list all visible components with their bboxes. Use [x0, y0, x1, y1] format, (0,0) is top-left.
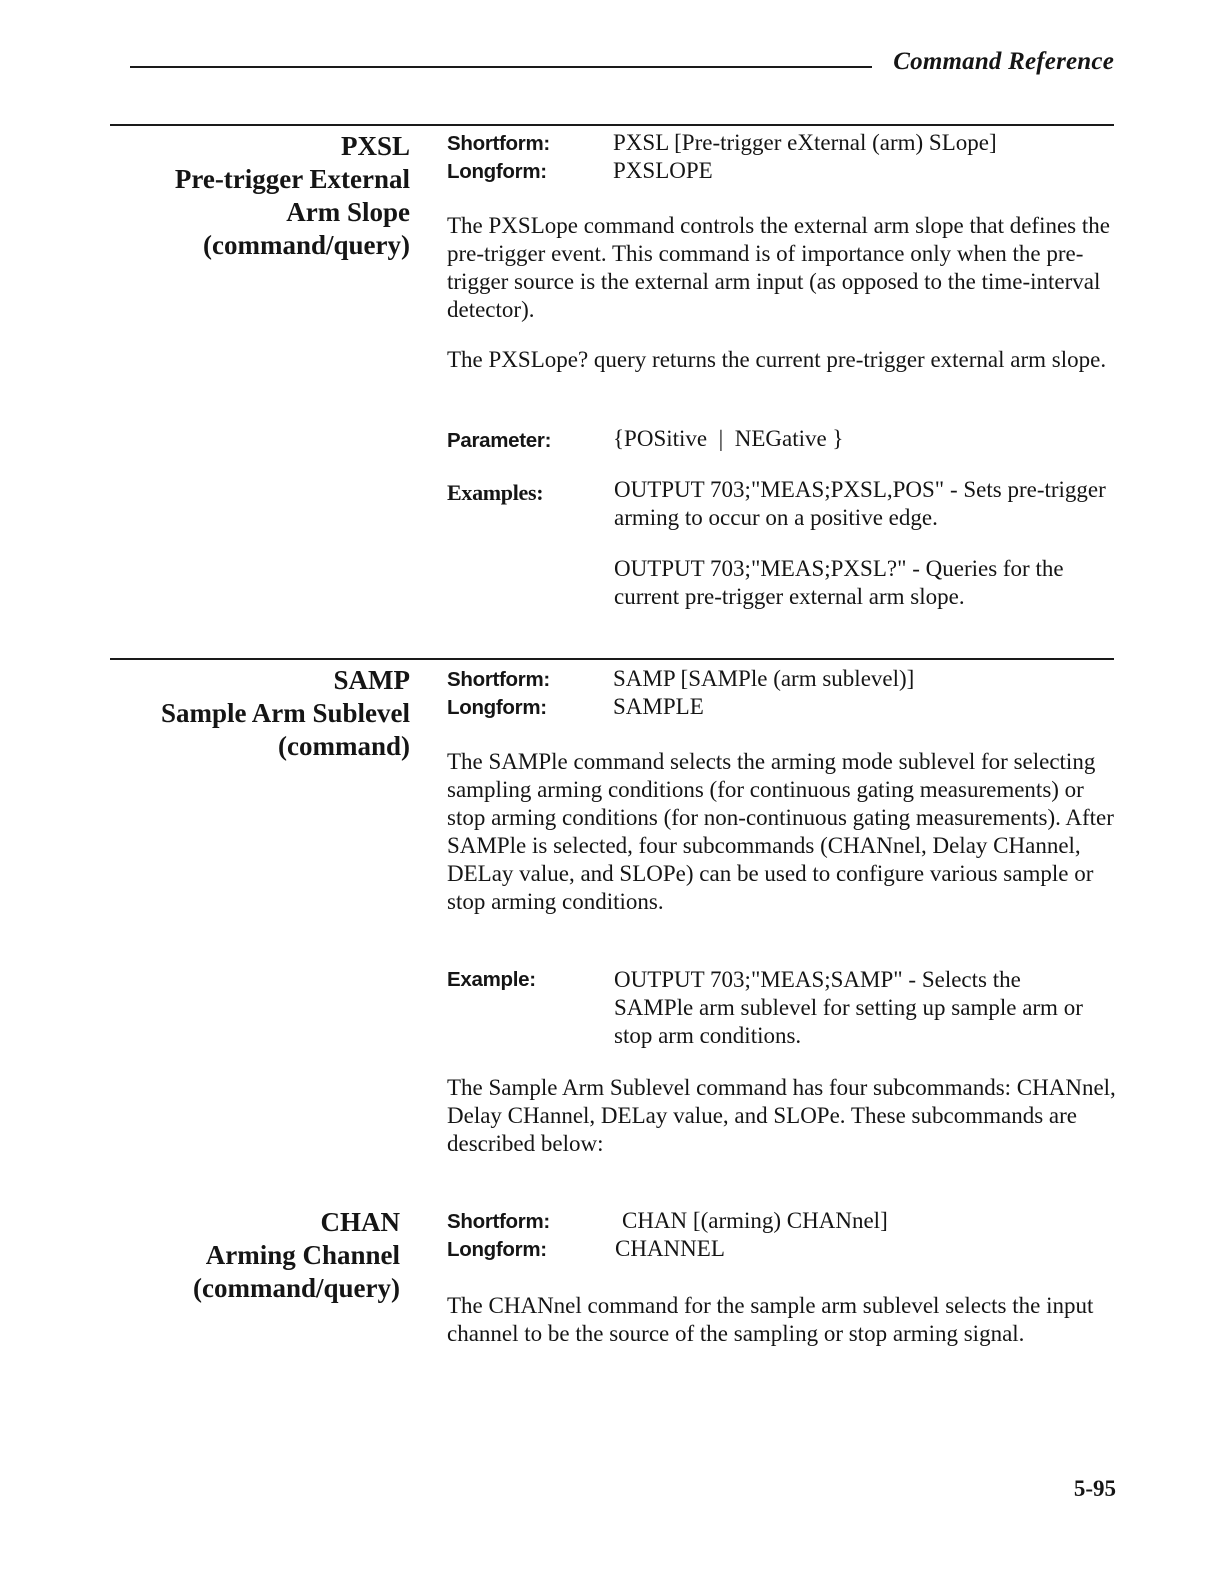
- parameter-value: {POSitive | NEGative }: [613, 426, 844, 451]
- longform-label: Longform:: [447, 160, 547, 183]
- description-paragraph: The PXSLope command controls the external arm slope that defines the pre-trigger event. This command is of importance only when the pre-trigger source is the external arm input (as opposed to the time-interval detector).: [447, 213, 1110, 322]
- shortform-value: SAMP [SAMPle (arm sublevel)]: [613, 666, 915, 691]
- command-code: SAMP: [333, 665, 410, 695]
- command-title: Arming Channel: [205, 1240, 400, 1270]
- command-type: (command/query): [193, 1273, 400, 1303]
- section-heading-samp: [110, 664, 410, 763]
- example-item: OUTPUT 703;"MEAS;PXSL?" - Queries for the current pre-trigger external arm slope.: [614, 556, 1064, 609]
- longform-value: SAMPLE: [613, 694, 704, 719]
- header-title: Command Reference: [893, 48, 1114, 75]
- examples-label: Examples:: [447, 480, 544, 505]
- longform-value: CHANNEL: [615, 1236, 725, 1261]
- example-item: OUTPUT 703;"MEAS;SAMP" - Selects the SAMPle arm sublevel for setting up sample arm or stop arm conditions.: [614, 967, 1083, 1048]
- command-title: Sample Arm Sublevel: [160, 698, 410, 728]
- section-rule-samp: [110, 658, 1114, 660]
- section-heading-chan: [100, 1206, 400, 1305]
- shortform-value: CHAN [(arming) CHANnel]: [622, 1208, 888, 1233]
- command-code: PXSL: [340, 131, 410, 161]
- shortform-value: PXSL [Pre-trigger eXternal (arm) SLope]: [613, 130, 997, 155]
- page-number: 5-95: [1073, 1476, 1116, 1501]
- section-rule-pxsl: [110, 124, 1114, 126]
- longform-label: Longform:: [447, 1238, 547, 1261]
- longform-label: Longform:: [447, 696, 547, 719]
- example-item: OUTPUT 703;"MEAS;PXSL,POS" - Sets pre-trigger arming to occur on a positive edge.: [614, 477, 1106, 530]
- longform-value: PXSLOPE: [613, 158, 713, 183]
- example-label: Example:: [447, 968, 536, 991]
- query-paragraph: The PXSLope? query returns the current pre-trigger external arm slope.: [447, 347, 1107, 372]
- command-title: Arm Slope: [286, 197, 410, 227]
- header-rule: [130, 66, 872, 68]
- shortform-label: Shortform:: [447, 1210, 550, 1233]
- command-type: (command/query): [203, 230, 410, 260]
- command-type: (command): [278, 731, 410, 761]
- command-code: CHAN: [320, 1207, 400, 1237]
- description-paragraph: The SAMPle command selects the arming mode sublevel for selecting sampling arming conditions (for continuous gating measurements) or stop arming conditions (for non-continuous gating measurements). After SAMPle is selected, four subcommands (CHANnel, Delay CHannel, DELay value, and SLOPe) can be used to configure various sample or stop arming conditions.: [447, 749, 1114, 914]
- section-heading-pxsl: [110, 130, 410, 262]
- subcommands-paragraph: The Sample Arm Sublevel command has four subcommands: CHANnel, Delay CHannel, DELay value, and SLOPe. These subcommands are described below:: [447, 1075, 1116, 1156]
- description-paragraph: The CHANnel command for the sample arm sublevel selects the input channel to be the source of the sampling or stop arming signal.: [447, 1293, 1094, 1346]
- command-title: Pre-trigger External: [174, 164, 410, 194]
- shortform-label: Shortform:: [447, 668, 550, 691]
- parameter-label: Parameter:: [447, 429, 552, 452]
- shortform-label: Shortform:: [447, 132, 550, 155]
